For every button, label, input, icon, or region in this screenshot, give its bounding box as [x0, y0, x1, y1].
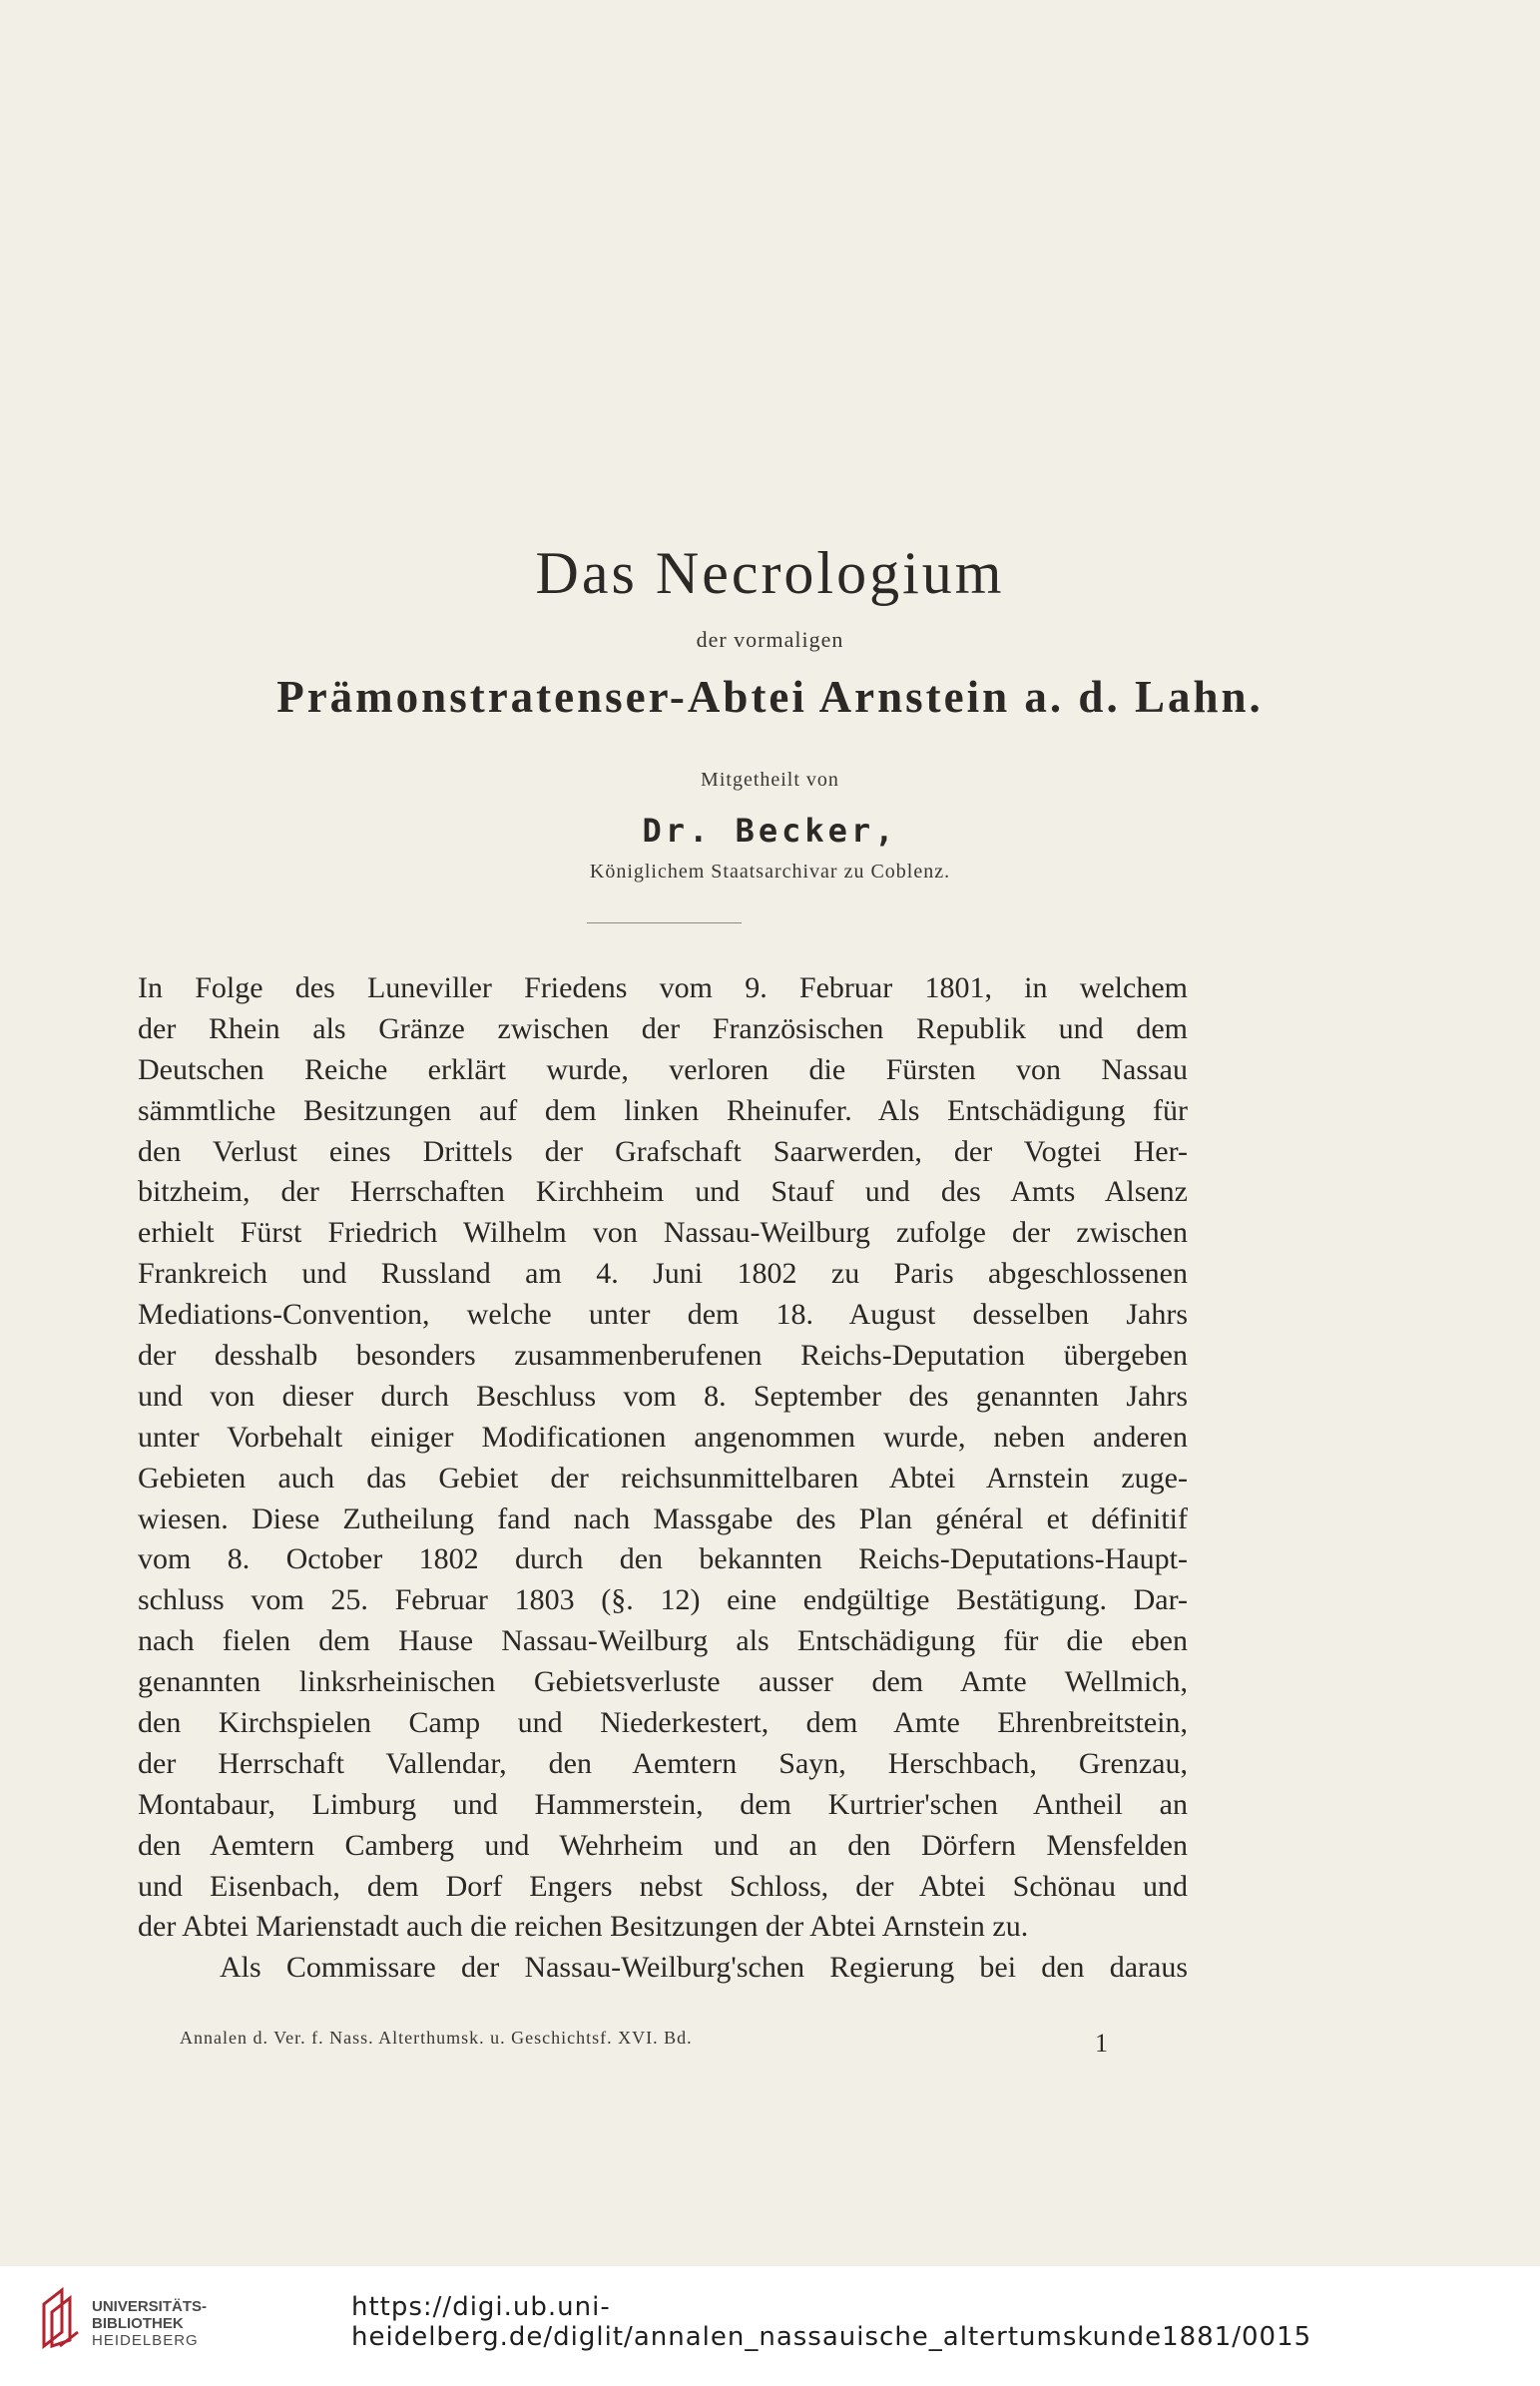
body-line: wiesen. Diese Zutheilung fand nach Massgabe des Plan général et définitif: [138, 1501, 1188, 1535]
body-line: den Kirchspielen Camp und Niederkestert, dem Amte Ehrenbreitstein,: [138, 1706, 1188, 1740]
body-line: nach fielen dem Hause Nassau-Weilburg als Entschädigung für die eben: [138, 1624, 1188, 1658]
article-subtitle-main: Prämonstratenser-Abtei Arnstein a. d. Lahn.: [276, 672, 1264, 722]
body-line: den Aemtern Camberg und Wehrheim und an den Dörfern Mensfelden: [138, 1828, 1188, 1862]
body-line: Gebieten auch das Gebiet der reichsunmittelbaren Abtei Arnstein zuge-: [138, 1461, 1188, 1494]
body-line: vom 8. October 1802 durch den bekannten Reichs-Deputations-Haupt-: [138, 1542, 1188, 1576]
logo-line-2: BIBLIOTHEK: [92, 2315, 184, 2332]
body-line: genannten linksrheinischen Gebietsverluste ausser dem Amte Wellmich,: [138, 1665, 1188, 1699]
body-line: der Herrschaft Vallendar, den Aemtern Sayn, Herschbach, Grenzau,: [138, 1746, 1188, 1780]
author-affiliation: Königlichem Staatsarchivar zu Coblenz.: [589, 861, 951, 883]
body-line: Montabaur, Limburg und Hammerstein, dem Kurtrier'schen Antheil an: [138, 1787, 1188, 1821]
body-line: und Eisenbach, dem Dorf Engers nebst Schloss, der Abtei Schönau und: [138, 1869, 1188, 1903]
body-line: der Abtei Marienstadt auch die reichen Besitzungen der Abtei Arnstein zu.: [138, 1910, 1029, 1944]
library-logo-text: [92, 2298, 207, 2349]
body-line: In Folge des Luneviller Friedens vom 9. Februar 1801, in welchem: [138, 971, 1188, 1004]
body-line: schluss vom 25. Februar 1803 (§. 12) eine endgültige Bestätigung. Dar-: [138, 1583, 1188, 1617]
article-title: Das Necrologium: [535, 540, 1005, 606]
library-logo-icon: [38, 2282, 84, 2352]
body-line: Deutschen Reiche erklärt wurde, verloren die Fürsten von Nassau: [138, 1052, 1188, 1086]
body-line: Frankreich und Russland am 4. Juni 1802 zu Paris abgeschlossenen: [138, 1257, 1188, 1291]
author-name: Dr. Becker,: [642, 812, 898, 850]
journal-footer: Annalen d. Ver. f. Nass. Alterthumsk. u. Geschichtsf. XVI. Bd.: [180, 2028, 693, 2048]
logo-line-1: UNIVERSITÄTS-: [92, 2298, 208, 2315]
byline-intro: Mitgetheilt von: [701, 769, 839, 791]
logo-line-3: HEIDELBERG: [92, 2332, 199, 2349]
separator-rule: [587, 922, 742, 923]
body-line: bitzheim, der Herrschaften Kirchheim und Stauf und des Amts Alsenz: [138, 1175, 1188, 1209]
body-line: Mediations-Convention, welche unter dem 18. August desselben Jahrs: [138, 1298, 1188, 1332]
body-line: Als Commissare der Nassau-Weilburg'schen Regierung bei den daraus: [220, 1951, 1188, 1985]
body-line: und von dieser durch Beschluss vom 8. September des genannten Jahrs: [138, 1379, 1188, 1413]
page-number: 1: [1095, 2029, 1108, 2058]
body-line: den Verlust eines Drittels der Grafschaft Saarwerden, der Vogtei Her-: [138, 1134, 1188, 1168]
article-subtitle-small: der vormaligen: [696, 627, 844, 652]
body-line: erhielt Fürst Friedrich Wilhelm von Nassau-Weilburg zufolge der zwischen: [138, 1216, 1188, 1250]
body-line: sämmtliche Besitzungen auf dem linken Rheinufer. Als Entschädigung für: [138, 1093, 1188, 1127]
body-line: unter Vorbehalt einiger Modificationen angenommen wurde, neben anderen: [138, 1420, 1188, 1454]
body-line: der Rhein als Gränze zwischen der Französischen Republik und dem: [138, 1011, 1188, 1045]
body-text: [138, 968, 1188, 1989]
source-url-link[interactable]: https://digi.ub.uni-heidelberg.de/diglit/annalen_nassauische_altertumskunde1881/0015: [351, 2292, 1312, 2352]
body-line: der desshalb besonders zusammenberufenen Reichs-Deputation übergeben: [138, 1339, 1188, 1373]
